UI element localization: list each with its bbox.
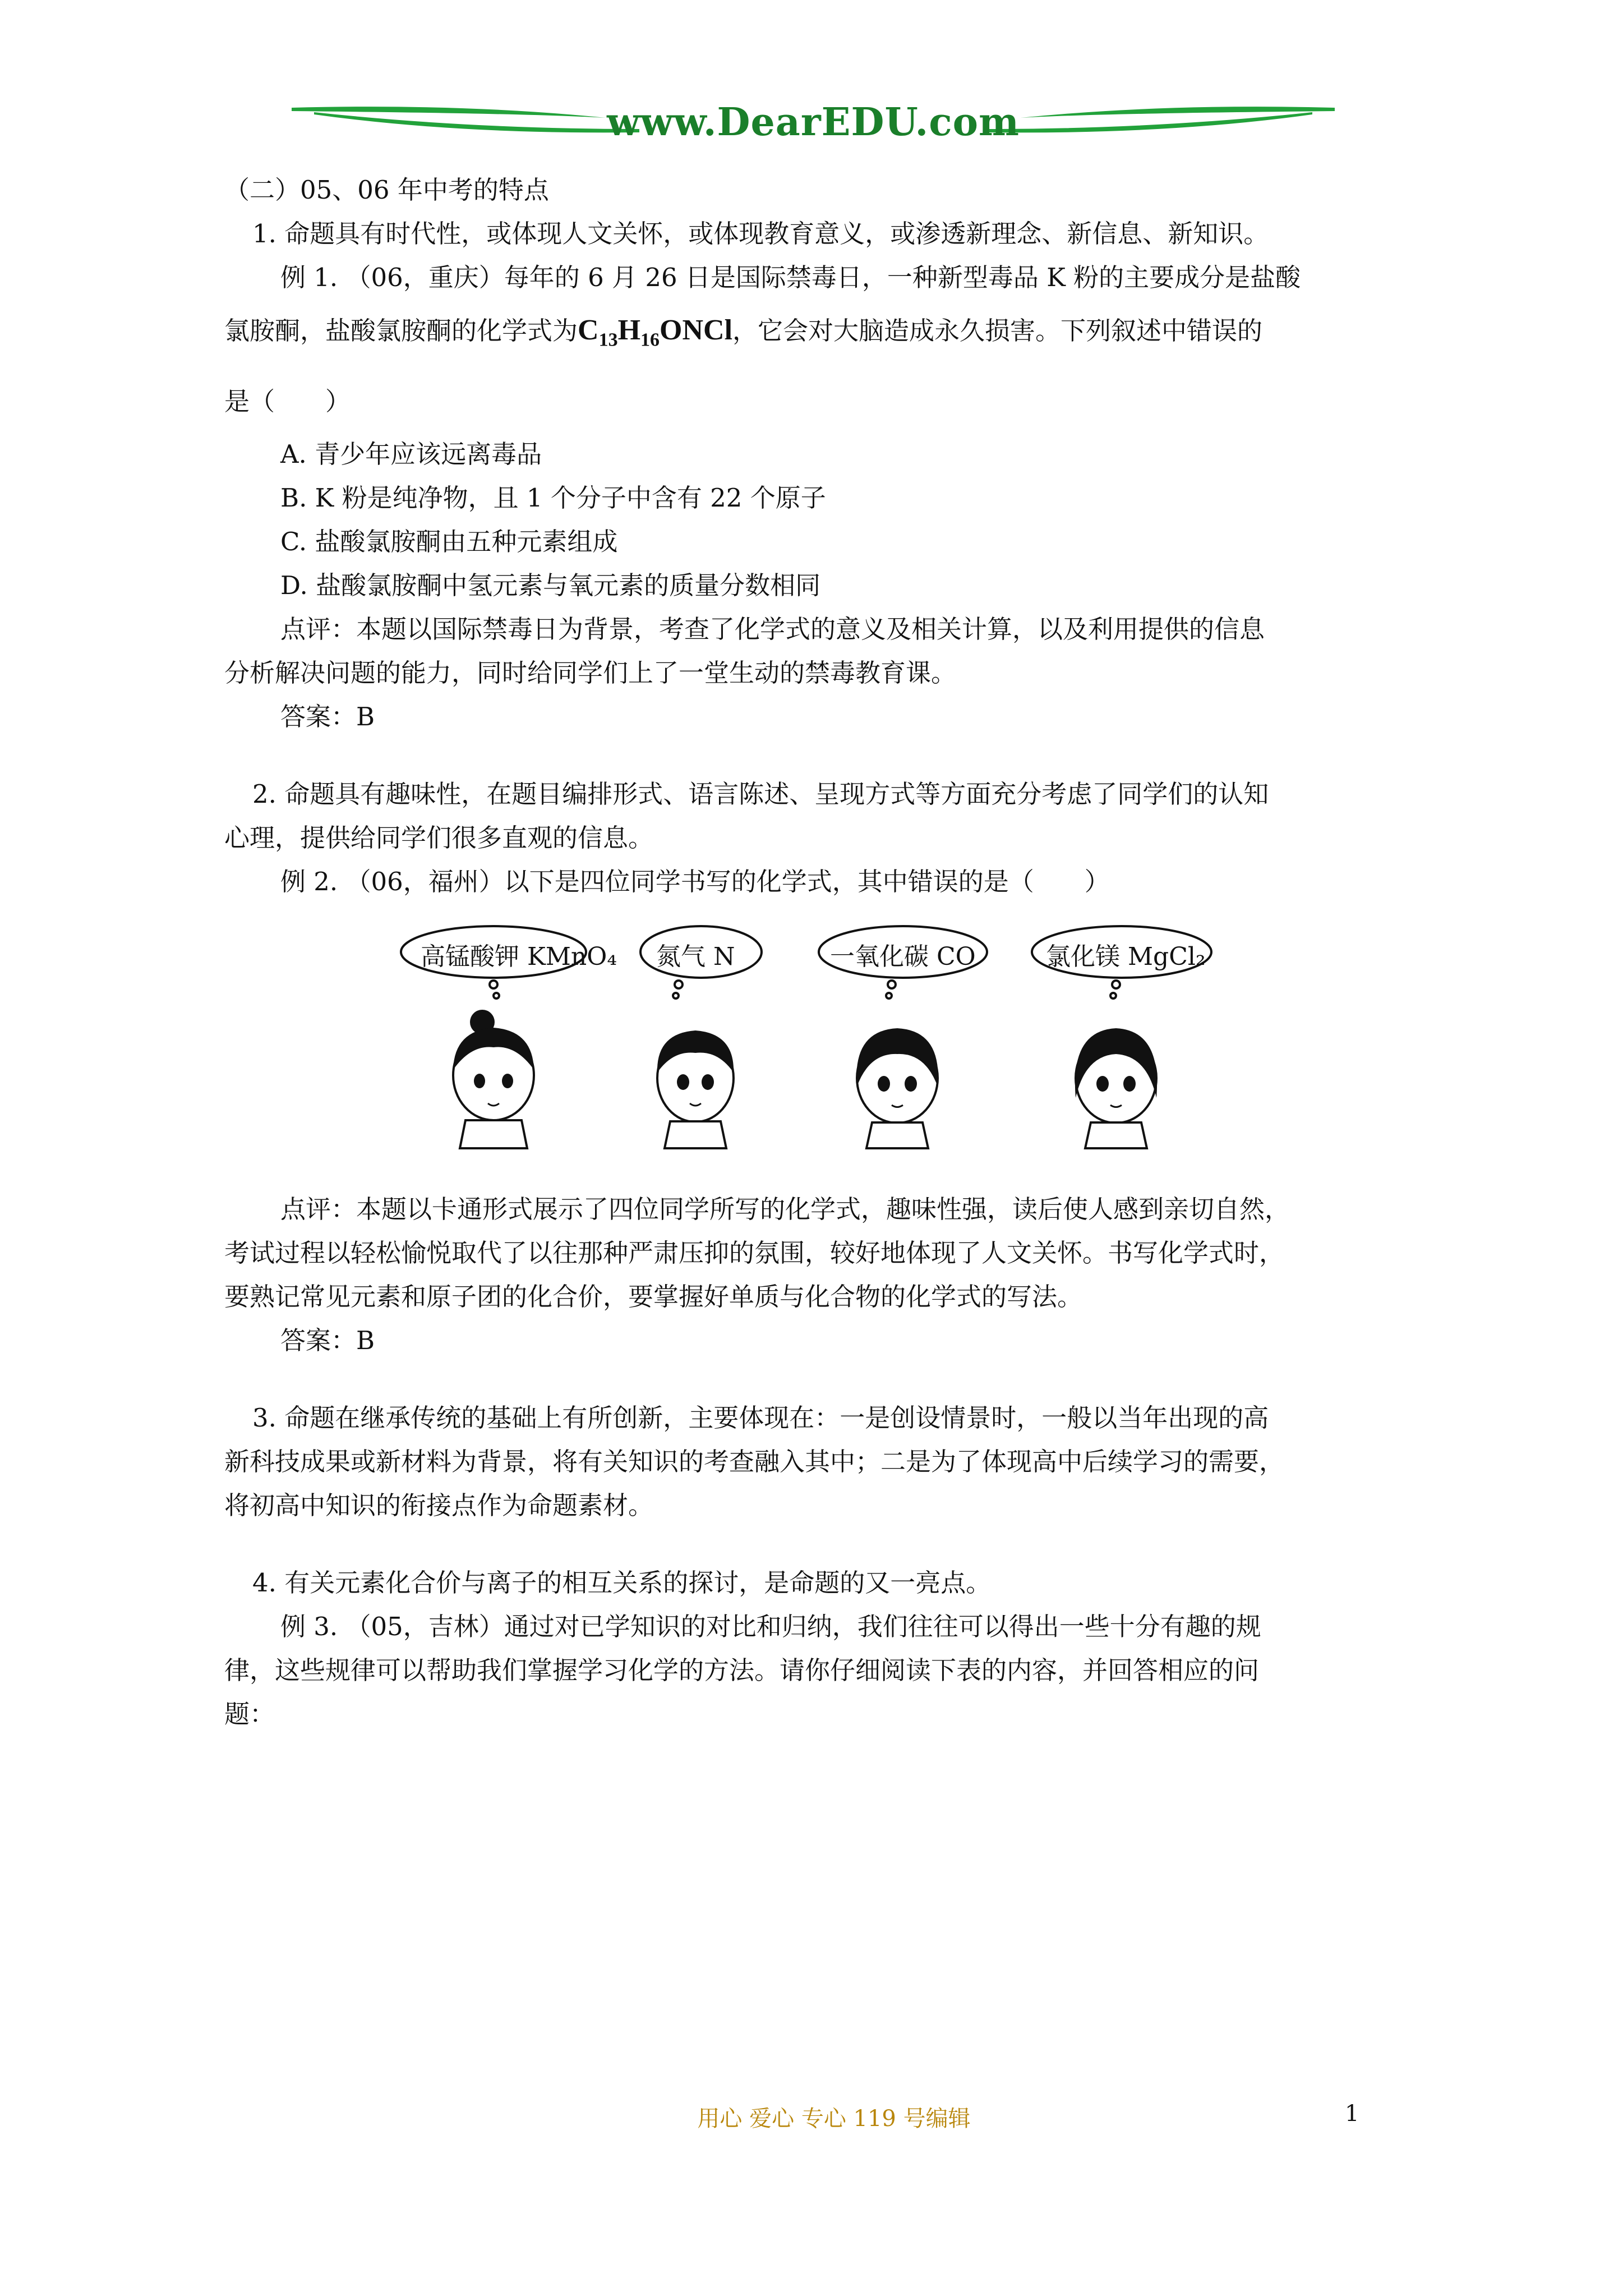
option-a: A. 青少年应该远离毒品 — [280, 439, 542, 470]
document-body — [224, 168, 1408, 1736]
point-1: 1. 命题具有时代性，或体现人文关怀，或体现教育意义，或渗透新理念、新信息、新知识。 — [252, 219, 1269, 249]
point-3-line-1: 3. 命题在继承传统的基础上有所创新，主要体现在：一是创设情景时，一般以当年出现的高 — [252, 1403, 1269, 1433]
example-3-line-1: 例 3. （05，吉林）通过对已学知识的对比和归纳，我们往往可以得出一些十分有趣的规 — [280, 1612, 1261, 1642]
footer-note: 用心 爱心 专心 119 号编辑 — [697, 2106, 971, 2132]
example-1-comment-2: 分析解决问题的能力，同时给同学们上了一堂生动的禁毒教育课。 — [224, 658, 957, 688]
point-3-line-2: 新科技成果或新材料为背景，将有关知识的考查融入其中；二是为了体现高中后续学习的需要， — [224, 1447, 1285, 1477]
example-1-line-2 — [224, 300, 1408, 371]
example-1-line-1: 例 1. （06，重庆）每年的 6 月 26 日是国际禁毒日，一种新型毒品 K 粉的主要成分是盐酸 — [280, 263, 1301, 292]
example-2-answer: 答案：B — [280, 1326, 375, 1356]
point-4: 4. 有关元素化合价与离子的相互关系的探讨，是命题的又一亮点。 — [252, 1568, 992, 1598]
point-2-line-1: 2. 命题具有趣味性，在题目编排形式、语言陈述、呈现方式等方面充分考虑了同学们的认知 — [252, 779, 1269, 809]
bubble-co: 一氧化碳 CO — [830, 942, 976, 972]
example-3-line-3: 题： — [224, 1699, 275, 1729]
site-banner — [292, 95, 1335, 157]
example-1-line-2-pre: 氯胺酮，盐酸氯胺酮的化学式为 — [224, 316, 578, 346]
option-c: C. 盐酸氯胺酮由五种元素组成 — [280, 527, 618, 557]
example-2-comment-1: 点评：本题以卡通形式展示了四位同学所写的化学式，趣味性强，读后使人感到亲切自然， — [280, 1194, 1290, 1225]
example-2-comment-2: 考试过程以轻松愉悦取代了以往那种严肃压抑的氛围，较好地体现了人文关怀。书写化学式时， — [224, 1238, 1285, 1268]
site-logo-text: www.DearEDU.com — [607, 100, 1020, 145]
option-d: D. 盐酸氯胺酮中氢元素与氧元素的质量分数相同 — [280, 570, 821, 601]
example-1-line-3: 是（ ） — [224, 386, 351, 417]
chemical-formula: $C_{13}H_{16}ONCl$ — [578, 314, 733, 351]
point-3-line-3: 将初高中知识的衔接点作为命题素材。 — [224, 1490, 654, 1521]
example-2-comment-3: 要熟记常见元素和原子团的化合价，要掌握好单质与化合物的化学式的写法。 — [224, 1282, 1083, 1312]
section-title: （二）05、06 年中考的特点 — [224, 175, 549, 205]
example-1-answer: 答案：B — [280, 702, 375, 732]
point-2-line-2: 心理，提供给同学们很多直观的信息。 — [224, 823, 654, 853]
example-3-line-2: 律，这些规律可以帮助我们掌握学习化学的方法。请你仔细阅读下表的内容，并回答相应的问 — [224, 1655, 1260, 1686]
cartoon-figure — [224, 918, 1408, 1154]
example-2-line-1: 例 2. （06，福州）以下是四位同学书写的化学式，其中错误的是（ ） — [280, 867, 1110, 897]
example-1-comment-1: 点评：本题以国际禁毒日为背景，考查了化学式的意义及相关计算，以及利用提供的信息 — [280, 614, 1265, 645]
example-1-line-2-post: ，它会对大脑造成永久损害。下列叙述中错误的 — [732, 316, 1263, 346]
page-number: 1 — [1345, 2101, 1359, 2127]
bubble-n: 氮气 N — [656, 942, 735, 972]
bubble-kmno4: 高锰酸钾 KMnO₄ — [421, 942, 617, 972]
option-b: B. K 粉是纯净物，且 1 个分子中含有 22 个原子 — [280, 483, 826, 513]
bubble-mgcl2: 氯化镁 MgCl₂ — [1046, 942, 1206, 972]
